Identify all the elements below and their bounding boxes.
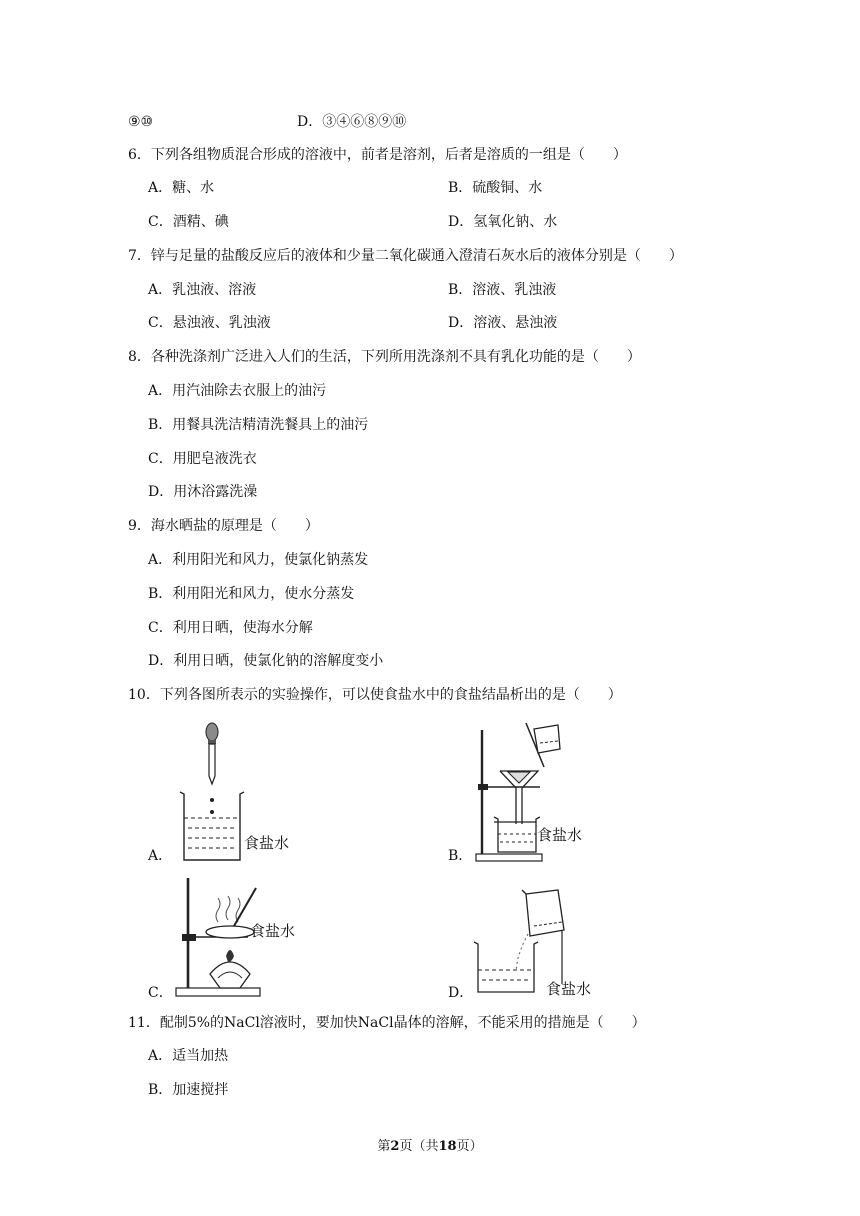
q10-stem: 10．下列各图所表示的实验操作，可以使食盐水中的食盐结晶析出的是（ ） [128, 687, 622, 703]
figure-c-label: C． [148, 985, 173, 1001]
q9-option-b: B．利用阳光和风力，使水分蒸发 [148, 586, 355, 602]
q8-option-d: D．用沐浴露洗澡 [148, 484, 258, 500]
q5-option-d: D．③④⑥⑧⑨⑩ [297, 114, 407, 130]
footer-page-number: 2 [390, 1139, 400, 1154]
q9-stem: 9．海水晒盐的原理是（ ） [128, 518, 319, 534]
q6-stem: 6．下列各组物质混合形成的溶液中，前者是溶剂，后者是溶质的一组是（ ） [128, 147, 627, 163]
q9-option-d: D．利用日晒，使氯化钠的溶解度变小 [148, 653, 384, 669]
q6-option-c: C．酒精、碘 [148, 214, 229, 230]
figure-d-salt-label: 食盐水 [546, 980, 592, 998]
figure-b-pouring-beaker [520, 721, 562, 783]
q8-option-c: C．用肥皂液洗衣 [148, 451, 257, 467]
q8-option-b: B．用餐具洗洁精清洗餐具上的油污 [148, 417, 369, 433]
figure-c-salt-label: 食盐水 [250, 922, 296, 940]
footer-post: 页） [456, 1139, 483, 1154]
q11-option-b: B．加速搅拌 [148, 1082, 229, 1098]
figure-b-label: B． [448, 848, 473, 864]
q7-option-a: A．乳浊液、溶液 [148, 282, 257, 298]
footer-mid: 页（共 [399, 1139, 439, 1154]
q11-option-a: A．适当加热 [148, 1048, 229, 1064]
q5-continuation: ⑨⑩ [128, 114, 154, 130]
q11-stem: 11．配制5%的NaCl溶液时，要加快NaCl晶体的溶解，不能采用的措施是（ ） [128, 1015, 646, 1031]
q7-option-c: C．悬浊液、乳浊液 [148, 315, 271, 331]
q6-option-a: A．糖、水 [148, 180, 215, 196]
figure-a-label: A． [148, 848, 173, 864]
q7-option-d: D．溶液、悬浊液 [448, 315, 558, 331]
q8-option-a: A．用汽油除去衣服上的油污 [148, 383, 327, 399]
footer-pre: 第 [377, 1139, 391, 1154]
page-footer [0, 1138, 860, 1156]
figure-a-salt-label: 食盐水 [244, 834, 290, 852]
q6-option-b: B．硫酸铜、水 [448, 180, 543, 196]
q9-option-c: C．利用日晒，使海水分解 [148, 620, 313, 636]
q6-option-d: D．氢氧化钠、水 [448, 214, 558, 230]
q7-stem: 7．锌与足量的盐酸反应后的液体和少量二氧化碳通入澄清石灰水后的液体分别是（ ） [128, 248, 683, 264]
figure-b-salt-label: 食盐水 [537, 826, 583, 844]
figure-d-label: D． [448, 985, 474, 1001]
q8-stem: 8．各种洗涤剂广泛进入人们的生活，下列所用洗涤剂不具有乳化功能的是（ ） [128, 349, 641, 365]
q9-option-a: A．利用阳光和风力，使氯化钠蒸发 [148, 552, 369, 568]
q7-option-b: B．溶液、乳浊液 [448, 282, 557, 298]
footer-total-pages: 18 [438, 1139, 457, 1154]
